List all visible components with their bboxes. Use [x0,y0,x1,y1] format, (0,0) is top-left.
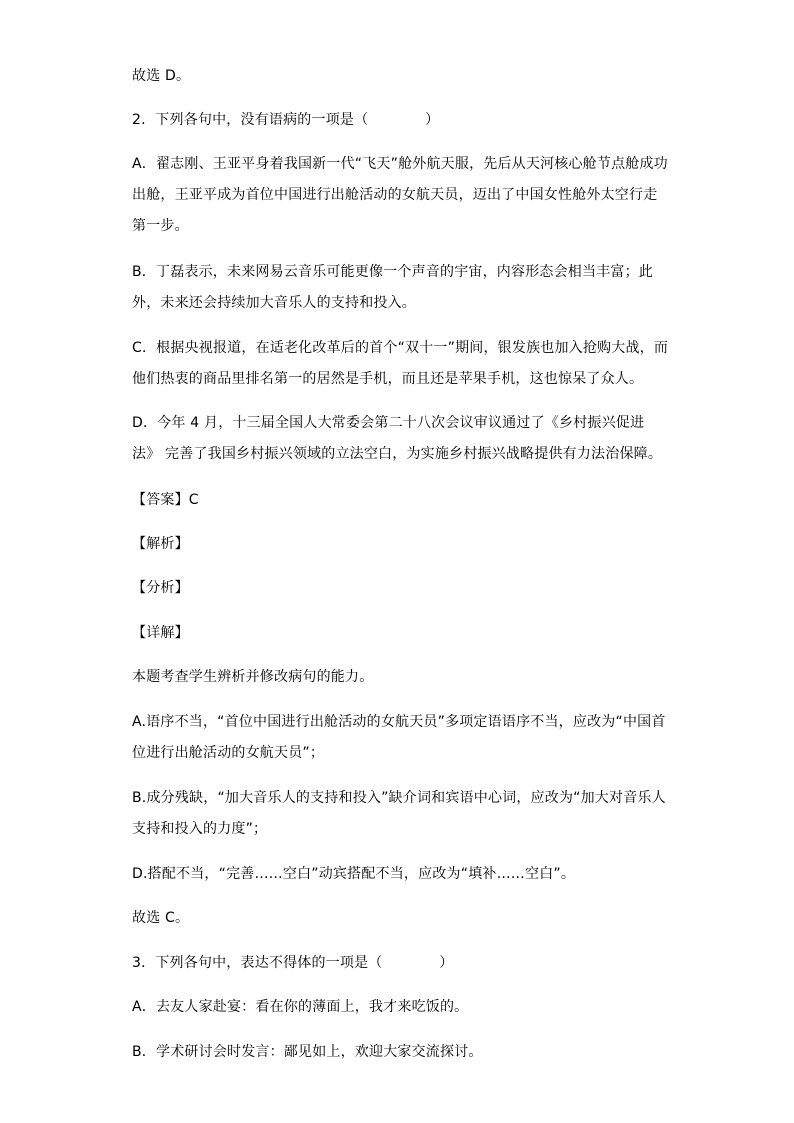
explanation-d: D.搭配不当，“完善……空白”动宾搭配不当，应改为“填补……空白”。 [132,866,576,882]
explanation-b-line-1: B.成分残缺，“加大音乐人的支持和投入”缺介词和宾语中心词，应改为“加大对音乐人 [132,790,666,806]
answer-label: 【答案】C [132,492,199,508]
option-b-line-1: B．丁磊表示，未来网易云音乐可能更像一个声音的宇宙，内容形态会相当丰富；此 [132,264,654,280]
explanation-a-line-1: A.语序不当，“首位中国进行出舱活动的女航天员”多项定语语序不当，应改为“中国首 [132,714,666,730]
explanation-a-line-2: 位进行出舱活动的女航天员”； [132,745,325,761]
text-line: 故选 D。 [132,68,191,84]
question-2-stem: 2．下列各句中，没有语病的一项是（ ） [132,112,440,128]
option-b-line-2: 外，未来还会持续加大音乐人的支持和投入。 [132,295,416,311]
option-a-line-1: A．翟志刚、王亚平身着我国新一代“飞天”舱外航天服，先后从天河核心舱节点舱成功 [132,156,668,172]
explanation-b-line-2: 支持和投入的力度”； [132,821,268,837]
option-d-line-2: 法》 完善了我国乡村振兴领域的立法空白，为实施乡村振兴战略提供有力法治保障。 [132,446,663,462]
option-a-line-3: 第一步。 [132,218,189,234]
question-3-stem: 3．下列各句中，表达不得体的一项是（ ） [132,955,454,971]
option-c-line-2: 他们热衷的商品里排名第一的居然是手机，而且还是苹果手机，这也惊呆了众人。 [132,371,644,387]
option-a-line-2: 出舱，王亚平成为首位中国进行出舱活动的女航天员，迈出了中国女性舱外太空行走 [132,187,658,203]
q3-option-a: A．去友人家赴宴：看在你的薄面上，我才来吃饭的。 [132,999,469,1015]
q3-option-b: B．学术研讨会时发言：鄙见如上，欢迎大家交流探讨。 [132,1044,483,1060]
text-line: 故选 C。 [132,910,190,926]
option-c-line-1: C．根据央视报道，在适老化改革后的首个“双十一”期间，银发族也加入抢购大战，而 [132,340,669,356]
detail-heading: 【详解】 [132,625,189,641]
analysis-heading: 【解析】 [132,536,189,552]
fenxi-heading: 【分析】 [132,580,189,596]
option-d-line-1: D．今年 4 月，十三届全国人大常委会第二十八次会议审议通过了《乡村振兴促进 [132,415,645,431]
explanation-intro: 本题考查学生辨析并修改病句的能力。 [132,669,374,685]
